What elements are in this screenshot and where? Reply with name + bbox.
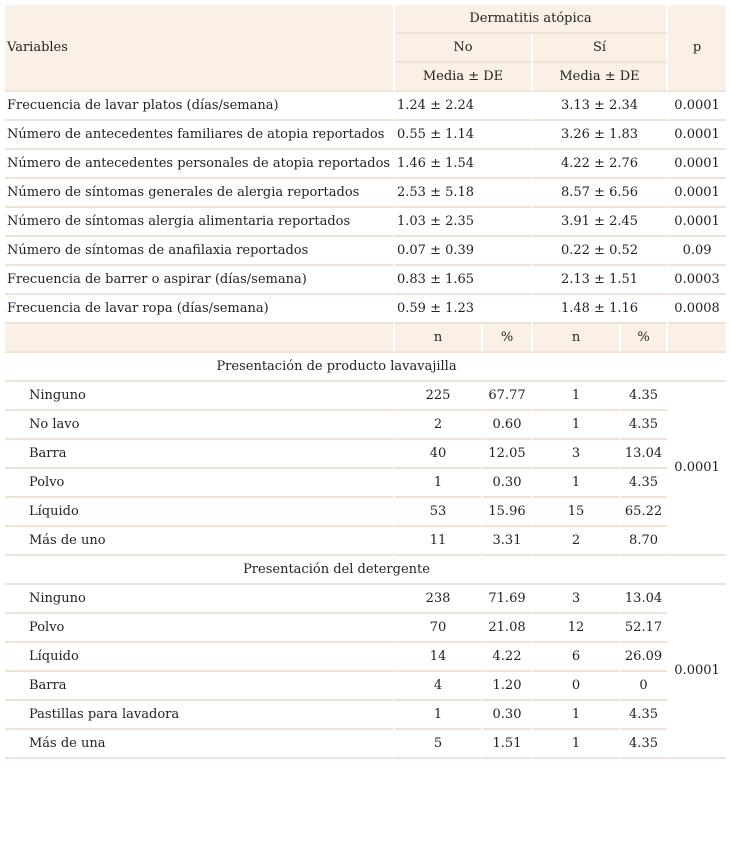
n-si: 1 (533, 701, 621, 730)
n-si: 6 (533, 643, 621, 672)
si-media-de-header: Media ± DE (533, 63, 668, 92)
dishwash-section-title-blank (668, 353, 726, 382)
variable-label: Número de síntomas generales de alergia reportados (5, 179, 395, 208)
dishwash-section-title: Presentación de producto lavavajilla (5, 353, 668, 382)
continuous-row (5, 208, 726, 237)
detergent-section-title-row (5, 556, 726, 585)
si-media-de: 4.22 ± 2.76 (533, 150, 668, 179)
dishwash-section-row (5, 469, 726, 498)
count-header-blank (5, 324, 395, 353)
no-media-de: 0.55 ± 1.14 (395, 121, 533, 150)
n-no: 70 (395, 614, 483, 643)
n-si: 2 (533, 527, 621, 556)
variables-header: Variables (5, 5, 395, 92)
detergent-section-row (5, 701, 726, 730)
pct-si: 4.35 (621, 382, 668, 411)
pct-no: 1.51 (483, 730, 533, 759)
p-value: 0.09 (668, 237, 726, 266)
continuous-row (5, 179, 726, 208)
pct-no: 0.60 (483, 411, 533, 440)
n-no-header: n (395, 324, 483, 353)
pct-no: 1.20 (483, 672, 533, 701)
n-si: 3 (533, 585, 621, 614)
si-media-de: 3.13 ± 2.34 (533, 92, 668, 121)
category-label: Polvo (5, 614, 395, 643)
pct-si: 4.35 (621, 469, 668, 498)
p-value: 0.0001 (668, 150, 726, 179)
p-value: 0.0003 (668, 266, 726, 295)
pct-si: 65.22 (621, 498, 668, 527)
category-label: Ninguno (5, 585, 395, 614)
category-label: Más de uno (5, 527, 395, 556)
p-header: p (668, 5, 726, 92)
pct-si-header: % (621, 324, 668, 353)
dishwash-section-row (5, 382, 726, 411)
group-header: Dermatitis atópica (395, 5, 668, 34)
variable-label: Frecuencia de barrer o aspirar (días/semana) (5, 266, 395, 295)
continuous-row (5, 92, 726, 121)
si-media-de: 0.22 ± 0.52 (533, 237, 668, 266)
n-si: 12 (533, 614, 621, 643)
no-media-de: 0.07 ± 0.39 (395, 237, 533, 266)
category-label: No lavo (5, 411, 395, 440)
no-media-de: 1.46 ± 1.54 (395, 150, 533, 179)
si-media-de: 3.26 ± 1.83 (533, 121, 668, 150)
pct-no: 0.30 (483, 701, 533, 730)
dishwash-section-title-row (5, 353, 726, 382)
dishwash-section-row (5, 498, 726, 527)
p-value: 0.0008 (668, 295, 726, 324)
continuous-row (5, 121, 726, 150)
detergent-section-title-blank (668, 556, 726, 585)
pct-si: 4.35 (621, 730, 668, 759)
pct-si: 4.35 (621, 701, 668, 730)
n-si: 1 (533, 730, 621, 759)
pct-si: 13.04 (621, 585, 668, 614)
n-si: 3 (533, 440, 621, 469)
n-no: 11 (395, 527, 483, 556)
variable-label: Frecuencia de lavar ropa (días/semana) (5, 295, 395, 324)
variable-label: Frecuencia de lavar platos (días/semana) (5, 92, 395, 121)
pct-si: 8.70 (621, 527, 668, 556)
si-media-de: 1.48 ± 1.16 (533, 295, 668, 324)
p-count-header-blank (668, 324, 726, 353)
n-no: 53 (395, 498, 483, 527)
dishwash-section-row (5, 440, 726, 469)
pct-no: 71.69 (483, 585, 533, 614)
category-label: Barra (5, 672, 395, 701)
results-table (5, 5, 726, 759)
pct-si: 4.35 (621, 411, 668, 440)
si-media-de: 3.91 ± 2.45 (533, 208, 668, 237)
detergent-section-row (5, 672, 726, 701)
pct-no: 15.96 (483, 498, 533, 527)
detergent-section-p-value: 0.0001 (668, 585, 726, 759)
variable-label: Número de antecedentes personales de atopia reportados (5, 150, 395, 179)
n-si: 1 (533, 382, 621, 411)
continuous-row (5, 266, 726, 295)
variable-label: Número de síntomas alergia alimentaria reportados (5, 208, 395, 237)
detergent-section-row (5, 614, 726, 643)
n-no: 5 (395, 730, 483, 759)
detergent-section-row (5, 585, 726, 614)
n-no: 40 (395, 440, 483, 469)
pct-no: 21.08 (483, 614, 533, 643)
category-label: Polvo (5, 469, 395, 498)
continuous-row (5, 150, 726, 179)
dishwash-section-row (5, 411, 726, 440)
n-no: 4 (395, 672, 483, 701)
continuous-row (5, 295, 726, 324)
no-header: No (395, 34, 533, 63)
category-label: Más de una (5, 730, 395, 759)
p-value: 0.0001 (668, 92, 726, 121)
pct-no: 3.31 (483, 527, 533, 556)
p-value: 0.0001 (668, 208, 726, 237)
pct-no: 67.77 (483, 382, 533, 411)
pct-no: 4.22 (483, 643, 533, 672)
no-media-de: 0.83 ± 1.65 (395, 266, 533, 295)
dishwash-section-row (5, 527, 726, 556)
no-media-de-header: Media ± DE (395, 63, 533, 92)
pct-no-header: % (483, 324, 533, 353)
no-media-de: 1.24 ± 2.24 (395, 92, 533, 121)
no-media-de: 0.59 ± 1.23 (395, 295, 533, 324)
n-no: 2 (395, 411, 483, 440)
count-header-row (5, 324, 726, 353)
n-si-header: n (533, 324, 621, 353)
pct-no: 0.30 (483, 469, 533, 498)
n-no: 1 (395, 469, 483, 498)
variable-label: Número de antecedentes familiares de atopia reportados (5, 121, 395, 150)
n-no: 238 (395, 585, 483, 614)
detergent-section-row (5, 730, 726, 759)
no-media-de: 1.03 ± 2.35 (395, 208, 533, 237)
pct-si: 26.09 (621, 643, 668, 672)
n-si: 1 (533, 469, 621, 498)
si-header: Sí (533, 34, 668, 63)
n-no: 1 (395, 701, 483, 730)
n-si: 15 (533, 498, 621, 527)
n-si: 1 (533, 411, 621, 440)
n-no: 14 (395, 643, 483, 672)
pct-si: 52.17 (621, 614, 668, 643)
detergent-section-row (5, 643, 726, 672)
si-media-de: 2.13 ± 1.51 (533, 266, 668, 295)
category-label: Barra (5, 440, 395, 469)
si-media-de: 8.57 ± 6.56 (533, 179, 668, 208)
dishwash-section-p-value: 0.0001 (668, 382, 726, 556)
category-label: Líquido (5, 498, 395, 527)
category-label: Pastillas para lavadora (5, 701, 395, 730)
category-label: Ninguno (5, 382, 395, 411)
pct-si: 13.04 (621, 440, 668, 469)
no-media-de: 2.53 ± 5.18 (395, 179, 533, 208)
n-si: 0 (533, 672, 621, 701)
p-value: 0.0001 (668, 179, 726, 208)
variable-label: Número de síntomas de anafilaxia reportados (5, 237, 395, 266)
detergent-section-title: Presentación del detergente (5, 556, 668, 585)
p-value: 0.0001 (668, 121, 726, 150)
category-label: Líquido (5, 643, 395, 672)
pct-no: 12.05 (483, 440, 533, 469)
continuous-row (5, 237, 726, 266)
pct-si: 0 (621, 672, 668, 701)
n-no: 225 (395, 382, 483, 411)
